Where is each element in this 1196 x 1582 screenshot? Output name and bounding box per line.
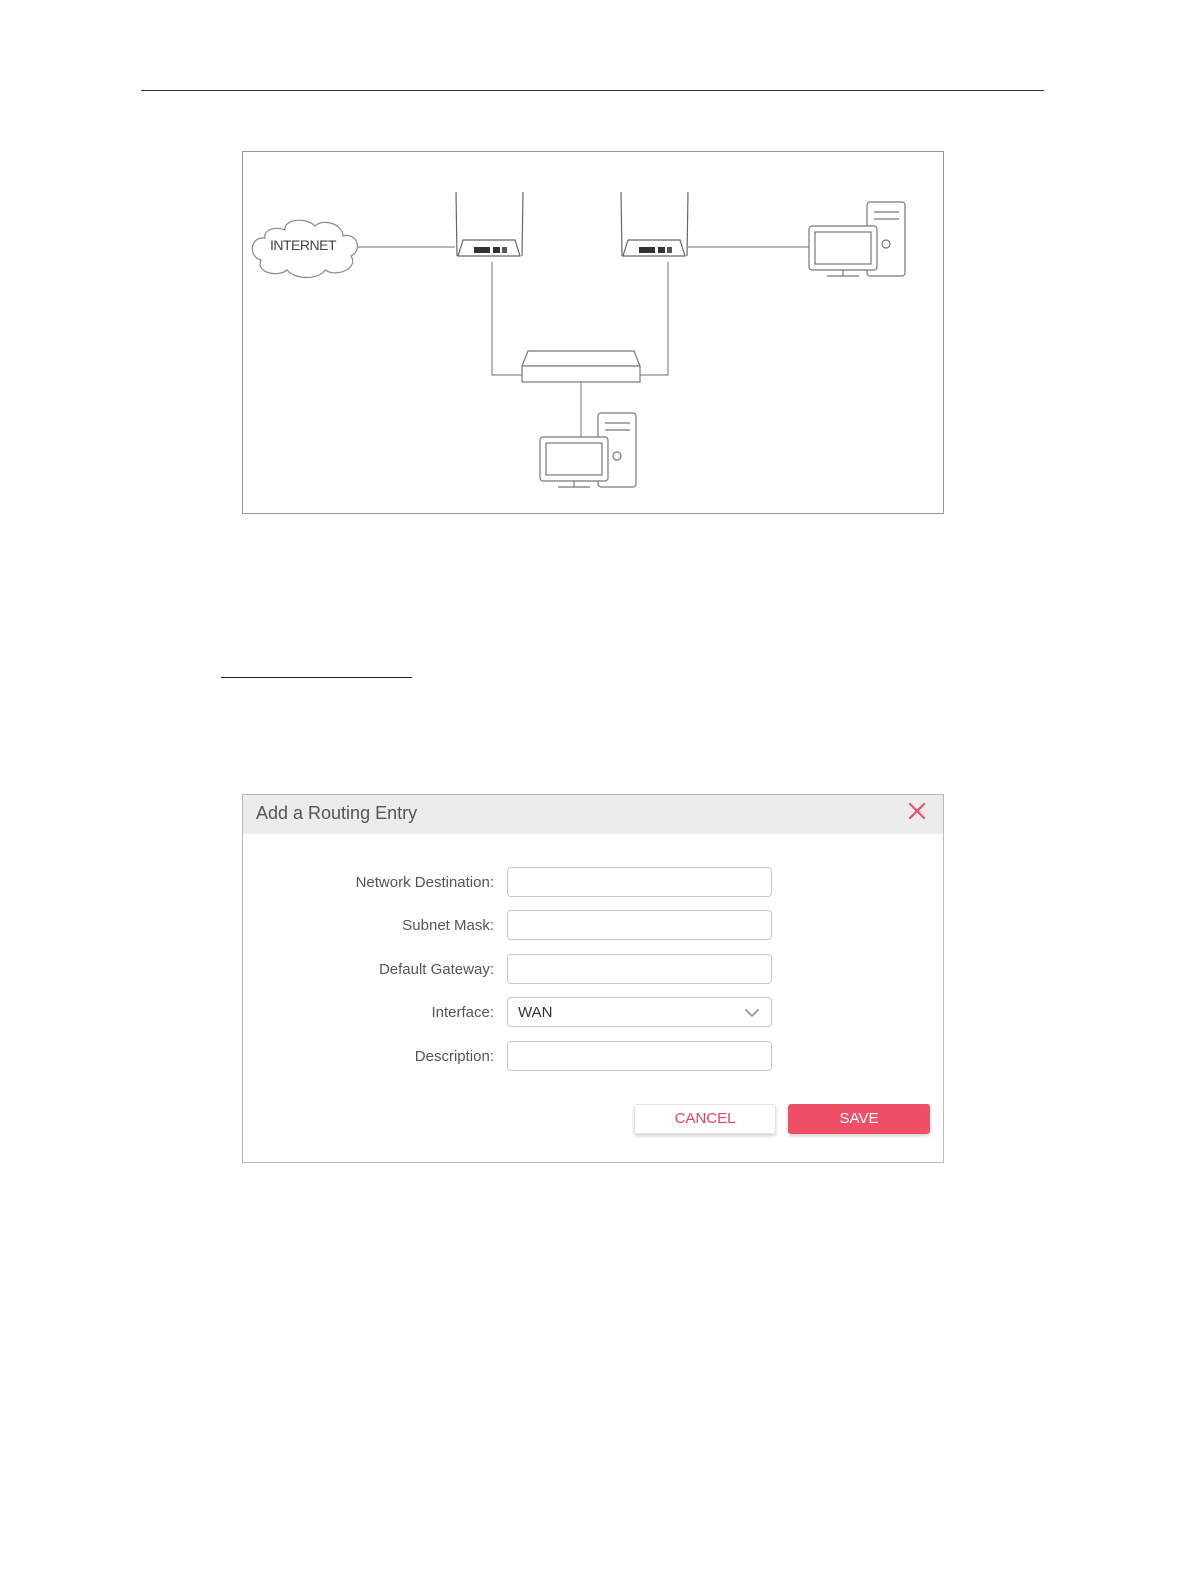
computer-bottom-icon <box>540 413 636 487</box>
topology-graphic <box>243 152 945 515</box>
switch-icon <box>522 351 640 382</box>
interface-label: Interface: <box>431 1004 494 1021</box>
description-input[interactable] <box>507 1041 772 1071</box>
interface-selected-value: WAN <box>518 1004 553 1021</box>
description-label: Description: <box>414 1048 494 1065</box>
subnet-mask-row <box>243 910 943 940</box>
network-destination-input[interactable] <box>507 867 772 897</box>
cancel-button[interactable]: CANCEL <box>634 1104 776 1134</box>
interface-row <box>243 997 943 1027</box>
close-button[interactable] <box>907 801 927 821</box>
subnet-mask-label: Subnet Mask: <box>402 917 494 934</box>
router1-switch-link <box>492 262 522 375</box>
close-icon <box>907 801 927 821</box>
header-divider <box>141 90 1044 91</box>
link-underline <box>221 677 412 678</box>
default-gateway-row <box>243 954 943 984</box>
router-1-icon <box>456 192 523 256</box>
network-topology-diagram <box>242 151 944 514</box>
add-routing-entry-dialog <box>242 794 944 1163</box>
internet-label: INTERNET <box>270 237 336 253</box>
network-destination-row <box>243 867 943 897</box>
dialog-title: Add a Routing Entry <box>256 803 418 823</box>
router2-switch-link <box>640 262 668 375</box>
chevron-down-icon <box>744 1008 760 1018</box>
dialog-header <box>243 795 943 834</box>
network-destination-label: Network Destination: <box>355 874 494 891</box>
save-button[interactable]: SAVE <box>788 1104 930 1134</box>
description-row <box>243 1041 943 1071</box>
router-2-icon <box>621 192 688 256</box>
computer-right-icon <box>809 202 905 276</box>
interface-select[interactable] <box>507 997 772 1027</box>
subnet-mask-input[interactable] <box>507 910 772 940</box>
default-gateway-label: Default Gateway: <box>378 961 494 978</box>
default-gateway-input[interactable] <box>507 954 772 984</box>
